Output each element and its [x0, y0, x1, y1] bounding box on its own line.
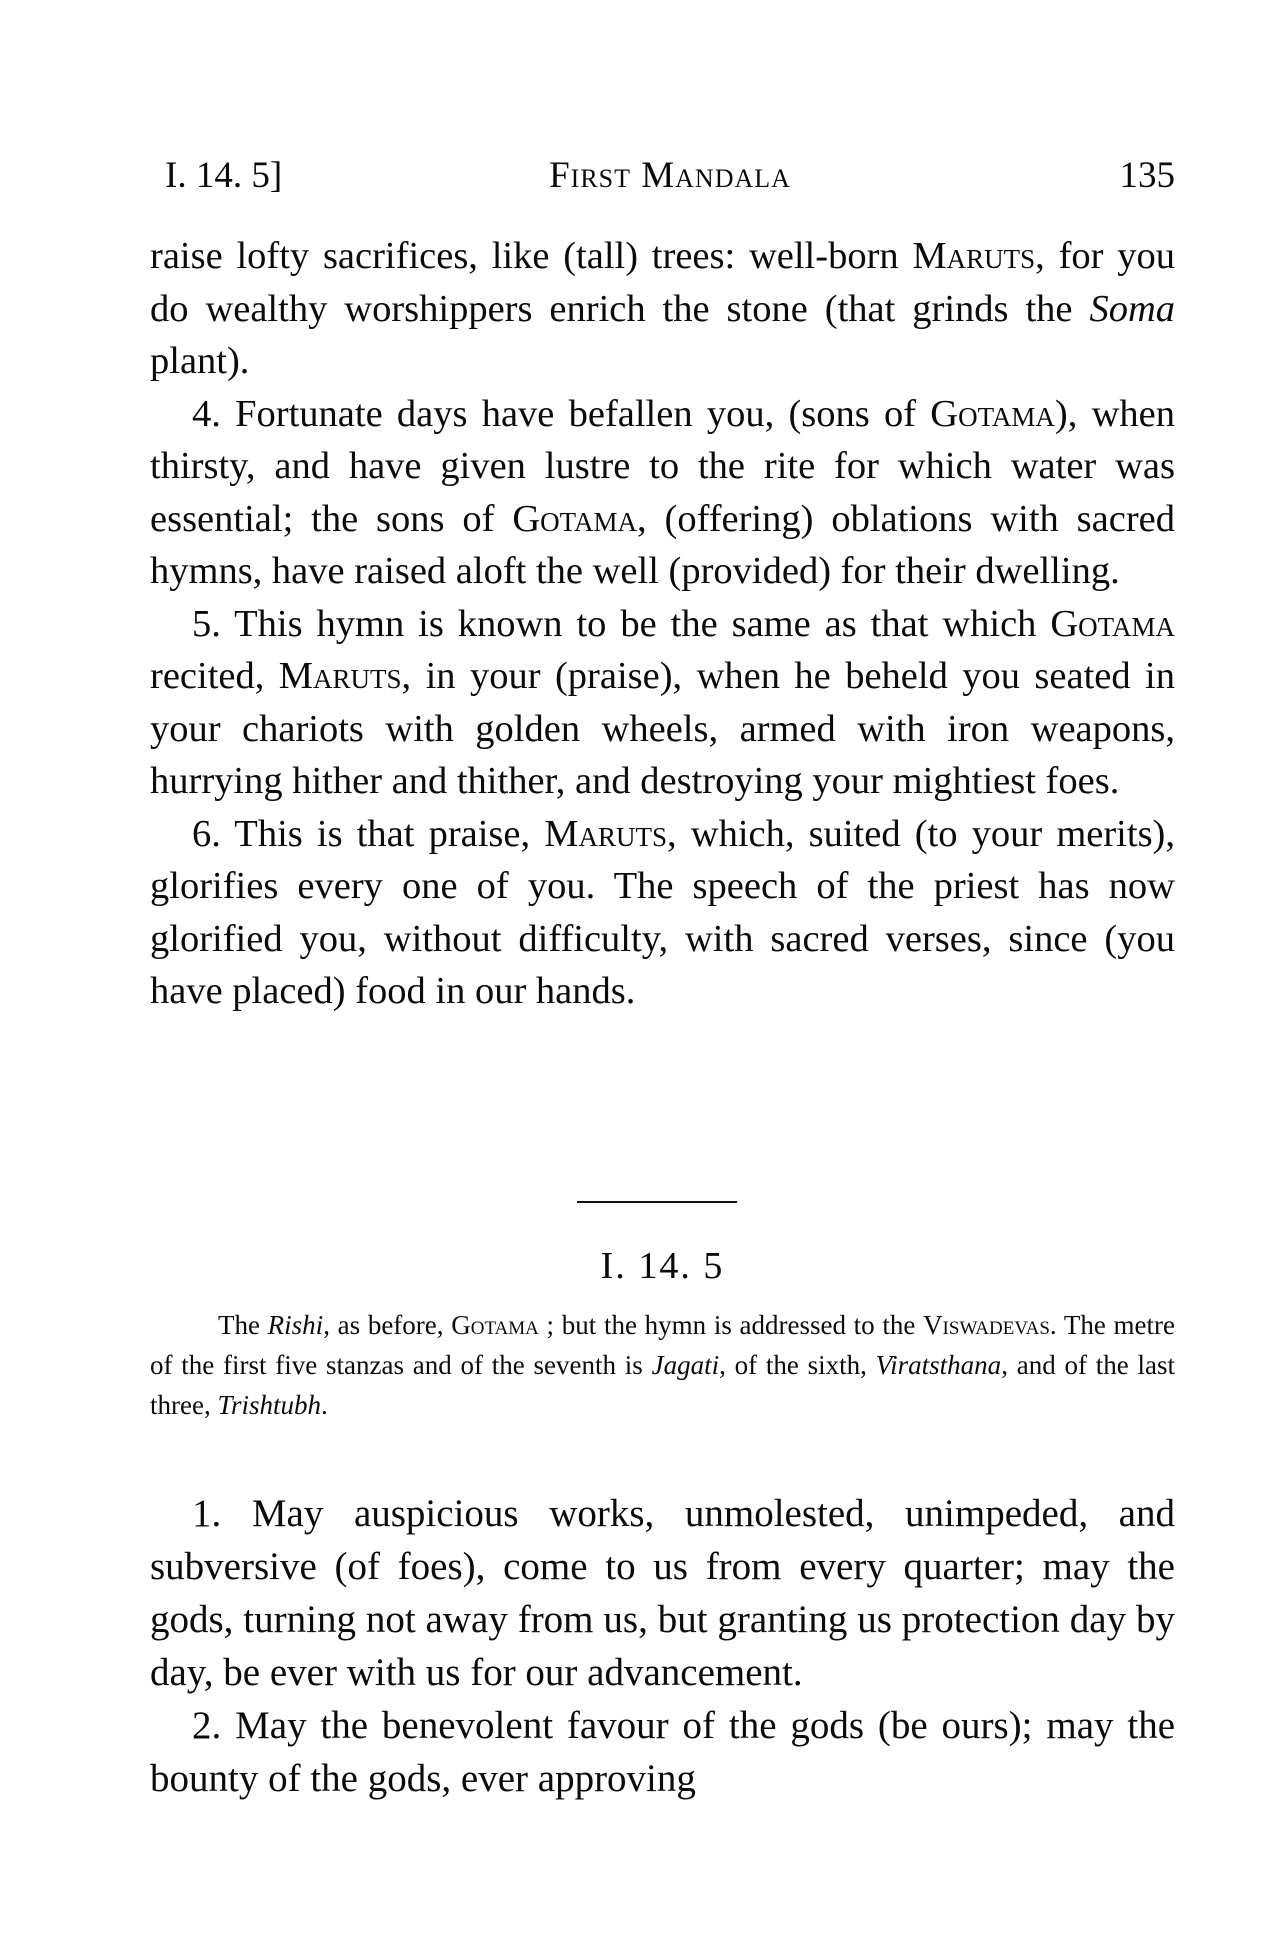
hymn-reference: I. 14. 5] [165, 155, 283, 196]
italic-term: Rishi [267, 1310, 324, 1340]
section-heading: I. 14. 5 [600, 1245, 725, 1287]
verse-2 [150, 1699, 1175, 1805]
section-divider [577, 1201, 737, 1203]
text-run: The [218, 1310, 268, 1340]
verse-number: 5. [192, 602, 221, 645]
hymn-introduction [150, 1305, 1175, 1425]
book-title: First Mandala [549, 155, 791, 196]
text-run: Fortunate days have befallen you, (sons of [220, 392, 931, 435]
text-run: ; but the hymn is addressed to the [538, 1310, 924, 1340]
verse-1 [150, 1487, 1175, 1699]
text-run: May auspicious works, unmolested, unimpeded, and subversive (of foes), come to us from every quarter; may the gods, turning not away from us, but granting us protection day by day, be ever with us for our advancement. [150, 1492, 1175, 1694]
verse-number: 2. [192, 1704, 222, 1747]
verse-number: 1. [192, 1492, 222, 1535]
text-run: , which, suited (to your merits), glorifies every one of you. The speech of the priest has now glorified you, without difficulty, with sacred verses, since (you have placed) food in our hands. [150, 812, 1175, 1012]
deity-name: Maruts [912, 235, 1036, 277]
verse-3-continuation [150, 230, 1175, 388]
text-run: This hymn is known to be the same as that which [220, 602, 1051, 645]
rishi-name: Gotama [512, 497, 637, 540]
text-run: plant). [150, 340, 250, 382]
verse-number: 4. [192, 392, 221, 435]
text-run: , and of the last three, [150, 1350, 1175, 1420]
deity-name: Viswadevas [923, 1310, 1050, 1340]
text-run: , (offering) oblations with sacred hymns, have raised aloft the well (provided) for their dwelling. [150, 497, 1176, 592]
verse-5 [150, 598, 1175, 808]
verse-number: 6. [192, 812, 221, 855]
text-run: , of the sixth, [719, 1350, 876, 1380]
text-run: raise lofty sacrifices, like (tall) trees: well-born [150, 235, 913, 277]
rishi-name: Gotama [1050, 602, 1175, 645]
metre-name: Trishtubh [217, 1390, 322, 1420]
intro-note [150, 1305, 1175, 1425]
rishi-name: Gotama [451, 1310, 539, 1340]
text-run: , in your (praise), when he beheld you seated in your chariots with golden wheels, armed with iron weapons, hurrying hither and thither, and destroying your mightiest foes. [150, 655, 1176, 802]
italic-term: Soma [1089, 287, 1175, 330]
running-head [165, 150, 1175, 202]
hymn-text-continued [150, 230, 1175, 1018]
text-run: recited, [150, 655, 279, 697]
hymn-text [150, 1487, 1175, 1805]
deity-name: Maruts [544, 812, 668, 855]
text-run: , for you do wealthy worshippers enrich the stone (that grinds the [150, 235, 1175, 330]
metre-name: Viratsthana [875, 1350, 1002, 1380]
text-run: , as before, [323, 1310, 452, 1340]
text-run: May the benevolent favour of the gods (be ours); may the bounty of the gods, ever approving [150, 1704, 1175, 1800]
metre-name: Jagati [651, 1350, 720, 1380]
text-run: This is that praise, [220, 812, 545, 855]
verse-6 [150, 808, 1175, 1018]
text-run: ), when thirsty, and have given lustre to the rite for which water was essential; the sons of [150, 392, 1175, 540]
text-run: . The metre of the first five stanzas and of the seventh is [150, 1310, 1175, 1380]
deity-name: Maruts [278, 655, 402, 697]
text-run: . [321, 1390, 328, 1420]
verse-4 [150, 388, 1175, 598]
page-number: 135 [1119, 155, 1175, 196]
rishi-name: Gotama [930, 392, 1055, 435]
